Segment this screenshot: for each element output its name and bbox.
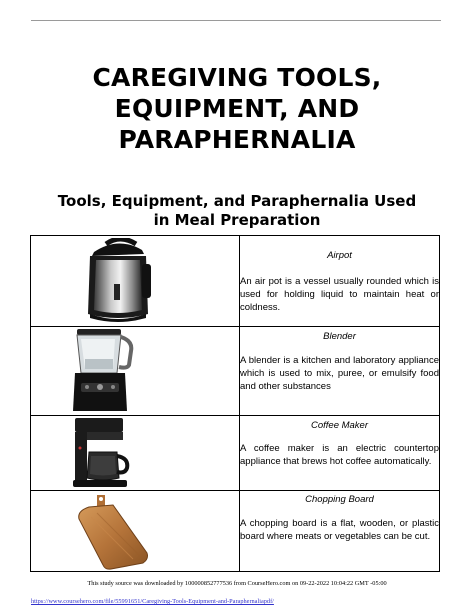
download-notice: This study source was downloaded by 100000852777536 from CourseHero.com on 09-22-2022 10:04:22 GMT -05:00 [87, 580, 387, 587]
description-cell [240, 236, 440, 327]
equipment-table [30, 235, 440, 572]
page-title-line-2: EQUIPMENT, AND [114, 94, 360, 123]
description-cell [240, 491, 440, 572]
airpot-image [84, 238, 164, 328]
item-description: A chopping board is a flat, wooden, or plastic board where meats or vegetables can be cut. [240, 518, 439, 542]
top-rule [31, 20, 441, 21]
item-name: Airpot [327, 250, 352, 261]
chopping-board-image [75, 493, 155, 575]
section-title [0, 192, 474, 230]
description-cell [240, 416, 440, 491]
page-title-line-3: PARAPHERNALIA [118, 125, 356, 154]
table-row [31, 327, 440, 416]
coffee-maker-image [71, 418, 137, 492]
blender-image [71, 329, 135, 417]
image-cell [31, 236, 240, 327]
page-title-line-1: CAREGIVING TOOLS, [92, 63, 382, 92]
table-row [31, 416, 440, 491]
image-cell [31, 491, 240, 572]
item-description: A coffee maker is an electric countertop appliance that brews hot coffee automatically. [240, 443, 439, 467]
item-name: Chopping Board [305, 494, 374, 505]
table-row [31, 236, 440, 327]
image-cell [31, 416, 240, 491]
section-title-line-2: in Meal Preparation [153, 211, 321, 229]
image-cell [31, 327, 240, 416]
item-description: An air pot is a vessel usually rounded which is used for holding liquid to maintain heat or coldness. [240, 276, 439, 313]
page-title [0, 62, 474, 155]
table-row [31, 491, 440, 572]
section-title-line-1: Tools, Equipment, and Paraphernalia Used [57, 192, 417, 210]
description-cell [240, 327, 440, 416]
item-name: Coffee Maker [310, 420, 369, 431]
item-name: Blender [323, 331, 356, 342]
source-link[interactable]: https://www.coursehero.com/file/55991651/Caregiving-Tools-Equipment-and-Paraphernaliapdf/ [31, 598, 274, 605]
item-description: A blender is a kitchen and laboratory appliance which is used to mix, puree, or emulsify food and other substances [240, 355, 439, 392]
